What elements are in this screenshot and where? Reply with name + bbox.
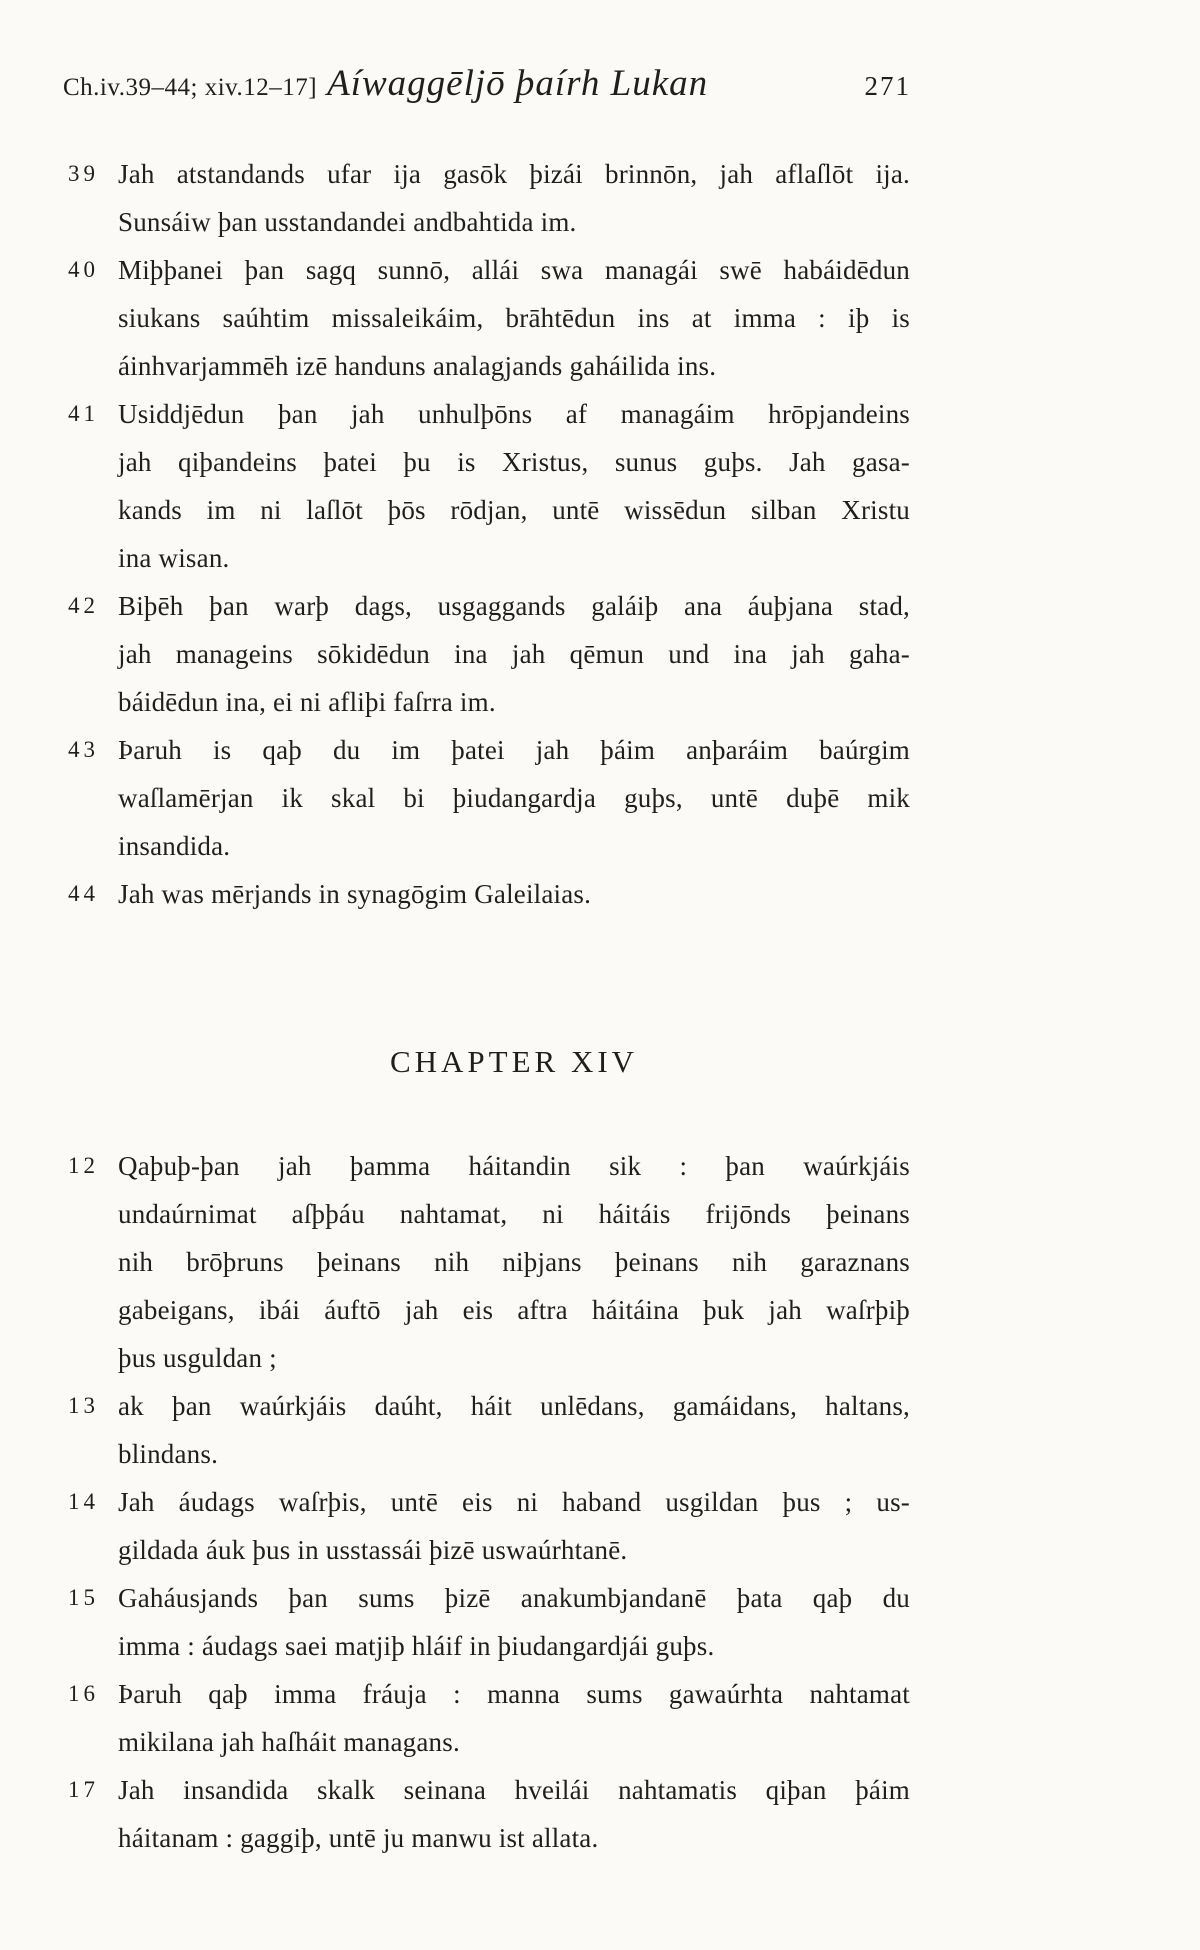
verse-line: ak þan waúrkjáis daúht, háit unlēdans, gamáidans, haltans,	[118, 1391, 910, 1421]
verse-number: 44	[68, 881, 99, 906]
verse-line: Gaháusjands þan sums þizē anakumbjandanē þata qaþ du	[118, 1583, 910, 1613]
verse-line: blindans.	[118, 1439, 219, 1469]
verse	[68, 1478, 910, 1574]
verse-line: undaúrnimat aſþþáu nahtamat, ni háitáis frijōnds þeinans	[118, 1199, 910, 1229]
verse-line: Þaruh qaþ imma fráuja : manna sums gawaúrhta nahtamat	[118, 1679, 910, 1709]
verse-number: 40	[68, 257, 99, 282]
verse-line: Usiddjēdun þan jah unhulþōns af managáim hrōpjandeins	[118, 399, 910, 429]
verse-line: waſlamērjan ik skal bi þiudangardja guþs, untē duþē mik	[118, 783, 910, 813]
text-column	[68, 150, 910, 1862]
verse-line: báidēdun ina, ei ni afliþi faſrra im.	[118, 687, 496, 717]
verse	[68, 726, 910, 870]
verse-number: 42	[68, 593, 99, 618]
verse-line: gabeigans, ibái áuftō jah eis aftra háitáina þuk jah waſrþiþ	[118, 1295, 910, 1325]
verse-line: háitanam : gaggiþ, untē ju manwu ist allata.	[118, 1823, 599, 1853]
verse	[68, 1382, 910, 1478]
verse-line: Sunsáiw þan usstandandei andbahtida im.	[118, 207, 577, 237]
verse-number: 43	[68, 737, 99, 762]
verse-number: 15	[68, 1585, 99, 1610]
verse-line: Jah áudags waſrþis, untē eis ni haband usgildan þus ; us-	[118, 1487, 910, 1517]
running-header	[63, 62, 911, 105]
verse-line: kands im ni laſlōt þōs rōdjan, untē wissēdun silban Xristu	[118, 495, 910, 525]
verse-line: ina wisan.	[118, 543, 230, 573]
header-page-number: 271	[864, 71, 911, 101]
verse-line: Jah insandida skalk seinana hveilái nahtamatis qiþan þáim	[118, 1775, 910, 1805]
verse-line: Biþēh þan warþ dags, usgaggands galáiþ ana áuþjana stad,	[118, 591, 910, 621]
header-chapter-reference: Ch.iv.39–44; xiv.12–17]	[63, 74, 318, 101]
verse-line: áinhvarjammēh izē handuns analagjands gaháilida ins.	[118, 351, 717, 381]
verse-line: jah qiþandeins þatei þu is Xristus, sunus guþs. Jah gasa-	[118, 447, 910, 477]
verse-number: 17	[68, 1777, 99, 1802]
verse-line: Jah atstandands ufar ija gasōk þizái brinnōn, jah aflaſlōt ija.	[118, 159, 910, 189]
verse	[68, 390, 910, 582]
verse	[68, 246, 910, 390]
verse-block-luke-4	[68, 150, 910, 918]
verse-block-luke-14	[68, 1142, 910, 1862]
verse-line: Þaruh is qaþ du im þatei jah þáim anþaráim baúrgim	[118, 735, 910, 765]
verse	[68, 1766, 910, 1862]
verse-number: 16	[68, 1681, 99, 1706]
verse-line: Qaþuþ-þan jah þamma háitandin sik : þan waúrkjáis	[118, 1151, 910, 1181]
verse-number: 13	[68, 1393, 99, 1418]
verse-number: 14	[68, 1489, 99, 1514]
verse	[68, 1670, 910, 1766]
verse-line: Jah was mērjands in synagōgim Galeilaias.	[118, 879, 592, 909]
verse	[68, 870, 910, 918]
verse-line: imma : áudags saei matjiþ hláif in þiudangardjái guþs.	[118, 1631, 715, 1661]
verse-line: siukans saúhtim missaleikáim, brāhtēdun ins at imma : iþ is	[118, 303, 910, 333]
verse-line: Miþþanei þan sagq sunnō, allái swa managái swē habáidēdun	[118, 255, 910, 285]
verse	[68, 1142, 910, 1382]
verse-number: 41	[68, 401, 99, 426]
verse-line: gildada áuk þus in usstassái þizē uswaúrhtanē.	[118, 1535, 628, 1565]
verse	[68, 1574, 910, 1670]
chapter-heading: CHAPTER XIV	[389, 1044, 639, 1079]
verse-number: 39	[68, 161, 99, 186]
verse-line: mikilana jah haſháit managans.	[118, 1727, 460, 1757]
verse-line: þus usguldan ;	[118, 1343, 277, 1373]
verse-line: jah manageins sōkidēdun ina jah qēmun und ina jah gaha-	[118, 639, 910, 669]
header-book-title: Aíwaggēljō þaírh Lukan	[327, 63, 709, 104]
verse-line: insandida.	[118, 831, 231, 861]
verse-number: 12	[68, 1153, 99, 1178]
verse	[68, 150, 910, 246]
verse	[68, 582, 910, 726]
verse-line: nih brōþruns þeinans nih niþjans þeinans nih garaznans	[118, 1247, 910, 1277]
